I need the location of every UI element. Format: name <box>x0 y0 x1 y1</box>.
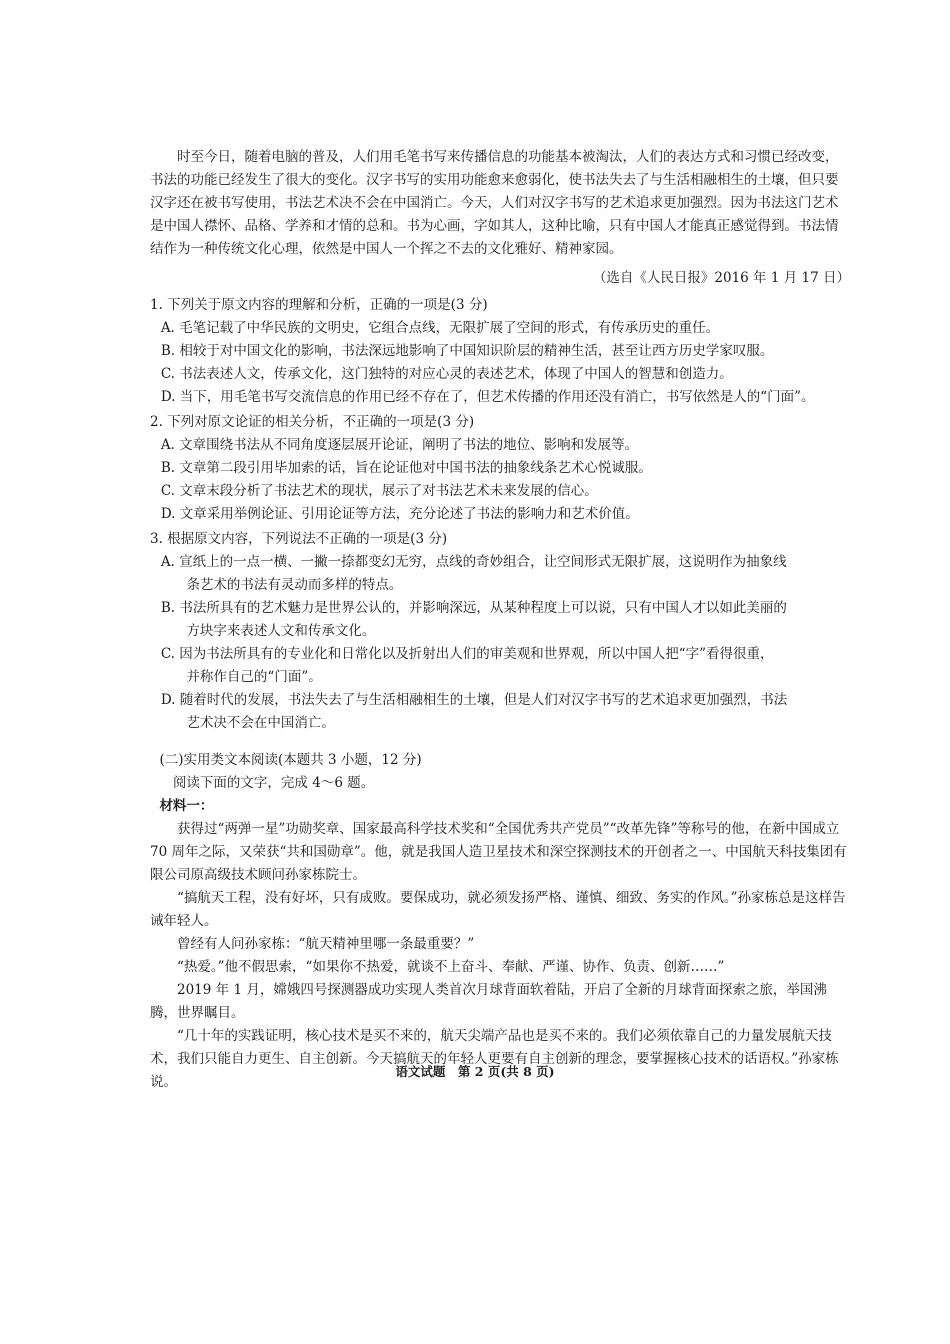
material-paragraph: 曾经有人问孙家栋：“航天精神里哪一条最重要？” <box>177 936 475 952</box>
option-d-line1: D. 随着时代的发展，书法失去了与生活相融相生的土壤，但是人们对汉字书写的艺术追求更加强烈，书法 <box>160 692 788 708</box>
section-instruction: 阅读下面的文字，完成 4～6 题。 <box>172 775 375 791</box>
section-title: (二)实用类文本阅读(本题共 3 小题，12 分) <box>159 752 422 768</box>
option-c <box>150 643 850 689</box>
option-d <box>150 689 850 735</box>
option-c-line2: 并称作自己的“门面”。 <box>186 669 322 685</box>
page-content <box>150 146 850 1094</box>
option-d-line2: 艺术决不会在中国消亡。 <box>186 715 335 731</box>
question-1 <box>150 294 850 409</box>
material-paragraph: “几十年的实践证明，核心技术是买不来的，航天尖端产品也是买不来的。我们必须依靠自己的力量发展航天技术，我们只能自力更生、自主创新。今天搞航天的年轻人更要有自主创新的理念，要掌握核心技术的话语权。”孙家栋说。 <box>150 1028 839 1090</box>
material-paragraph: “热爱。”他不假思索，“如果你不热爱，就谈不上奋斗、奉献、严谨、协作、负责、创新……” <box>177 959 725 975</box>
option-b <box>150 597 850 643</box>
question-3 <box>150 528 850 735</box>
option-b-line1: B. 书法所具有的艺术魅力是世界公认的，并影响深远，从某种程度上可以说，只有中国人才以如此美丽的 <box>160 600 787 616</box>
option-d: D. 文章采用举例论证、引用论证等方法，充分论述了书法的影响力和艺术价值。 <box>160 506 639 522</box>
option-b: B. 相较于对中国文化的影响，书法深远地影响了中国知识阶层的精神生活，甚至让西方历史学家叹服。 <box>160 343 774 359</box>
section-2 <box>150 749 850 1094</box>
page-footer: 语文试题 第 2 页(共 8 页) <box>395 1064 555 1079</box>
option-c: C. 文章末段分析了书法艺术的现状，展示了对书法艺术未来发展的信心。 <box>160 483 598 499</box>
option-c: C. 书法表述人文，传承文化，这门独特的对应心灵的表述艺术，体现了中国人的智慧和创造力。 <box>160 366 733 382</box>
option-b: B. 文章第二段引用毕加索的话，旨在论证他对中国书法的抽象线条艺术心悦诚服。 <box>160 460 652 476</box>
material-paragraph: “搞航天工程，没有好坏，只有成败。要保成功，就必须发扬严格、谨慎、细致、务实的作风。”孙家栋总是这样告诫年轻人。 <box>150 890 846 929</box>
question-stem: 3. 根据原文内容，下列说法不正确的一项是(3 分) <box>150 531 448 547</box>
option-a-line2: 条艺术的书法有灵动而多样的特点。 <box>186 577 403 593</box>
option-d: D. 当下，用毛笔书写交流信息的作用已经不存在了，但艺术传播的作用还没有消亡，书写依然是人的“门面”。 <box>160 389 815 405</box>
option-a-line1: A. 宣纸上的一点一横、一撇一捺都变幻无穷，点线的奇妙组合，让空间形式无限扩展，这说明作为抽象线 <box>160 554 787 570</box>
option-a: A. 毛笔记载了中华民族的文明史，它组合点线，无限扩展了空间的形式，有传承历史的重任。 <box>160 320 720 336</box>
question-stem: 1. 下列关于原文内容的理解和分析，正确的一项是(3 分) <box>150 297 488 313</box>
option-b-line2: 方块字来表述人文和传承文化。 <box>186 623 376 639</box>
question-stem: 2. 下列对原文论证的相关分析，不正确的一项是(3 分) <box>150 414 475 430</box>
material-paragraph: 2019 年 1 月，嫦娥四号探测器成功实现人类首次月球背面软着陆，开启了全新的月球背面探索之旅，举国沸腾，世界瞩目。 <box>150 982 827 1021</box>
passage-paragraph: 时至今日，随着电脑的普及，人们用毛笔书写来传播信息的功能基本被淘汰，人们的表达方式和习惯已经改变，书法的功能已经发生了很大的变化。汉字书写的实用功能愈来愈弱化，使书法失去了与生活相融相生的土壤，但只要汉字还在被书写使用，书法艺术决不会在中国消亡。今天，人们对汉字书写的艺术追求更加强烈。因为书法这门艺术是中国人襟怀、品格、学养和才情的总和。书为心画，字如其人，这种比喻，只有中国人才能真正感觉得到。书法情结作为一种传统文化心理，依然是中国人一个挥之不去的文化雅好、精神家园。 <box>150 149 839 257</box>
option-a <box>150 551 850 597</box>
option-a: A. 文章围绕书法从不同角度逐层展开论证，阐明了书法的地位、影响和发展等。 <box>160 437 639 453</box>
option-c-line1: C. 因为书法所具有的专业化和日常化以及折射出人们的审美观和世界观，所以中国人把“字”看得很重， <box>160 646 774 662</box>
question-2 <box>150 411 850 526</box>
material-label: 材料一： <box>159 798 214 814</box>
source-citation: （选自《人民日报》2016 年 1 月 17 日） <box>592 270 850 286</box>
material-paragraph: 获得过“两弹一星”功勋奖章、国家最高科学技术奖和“全国优秀共产党员”“改革先锋”等称号的他，在新中国成立 70 周年之际，又荣获“共和国勋章”。他，就是我国人造卫星技术和深空探测技术的开创者之一、中国航天科技集团有限公司原高级技术顾问孙家栋院士。 <box>150 821 847 883</box>
